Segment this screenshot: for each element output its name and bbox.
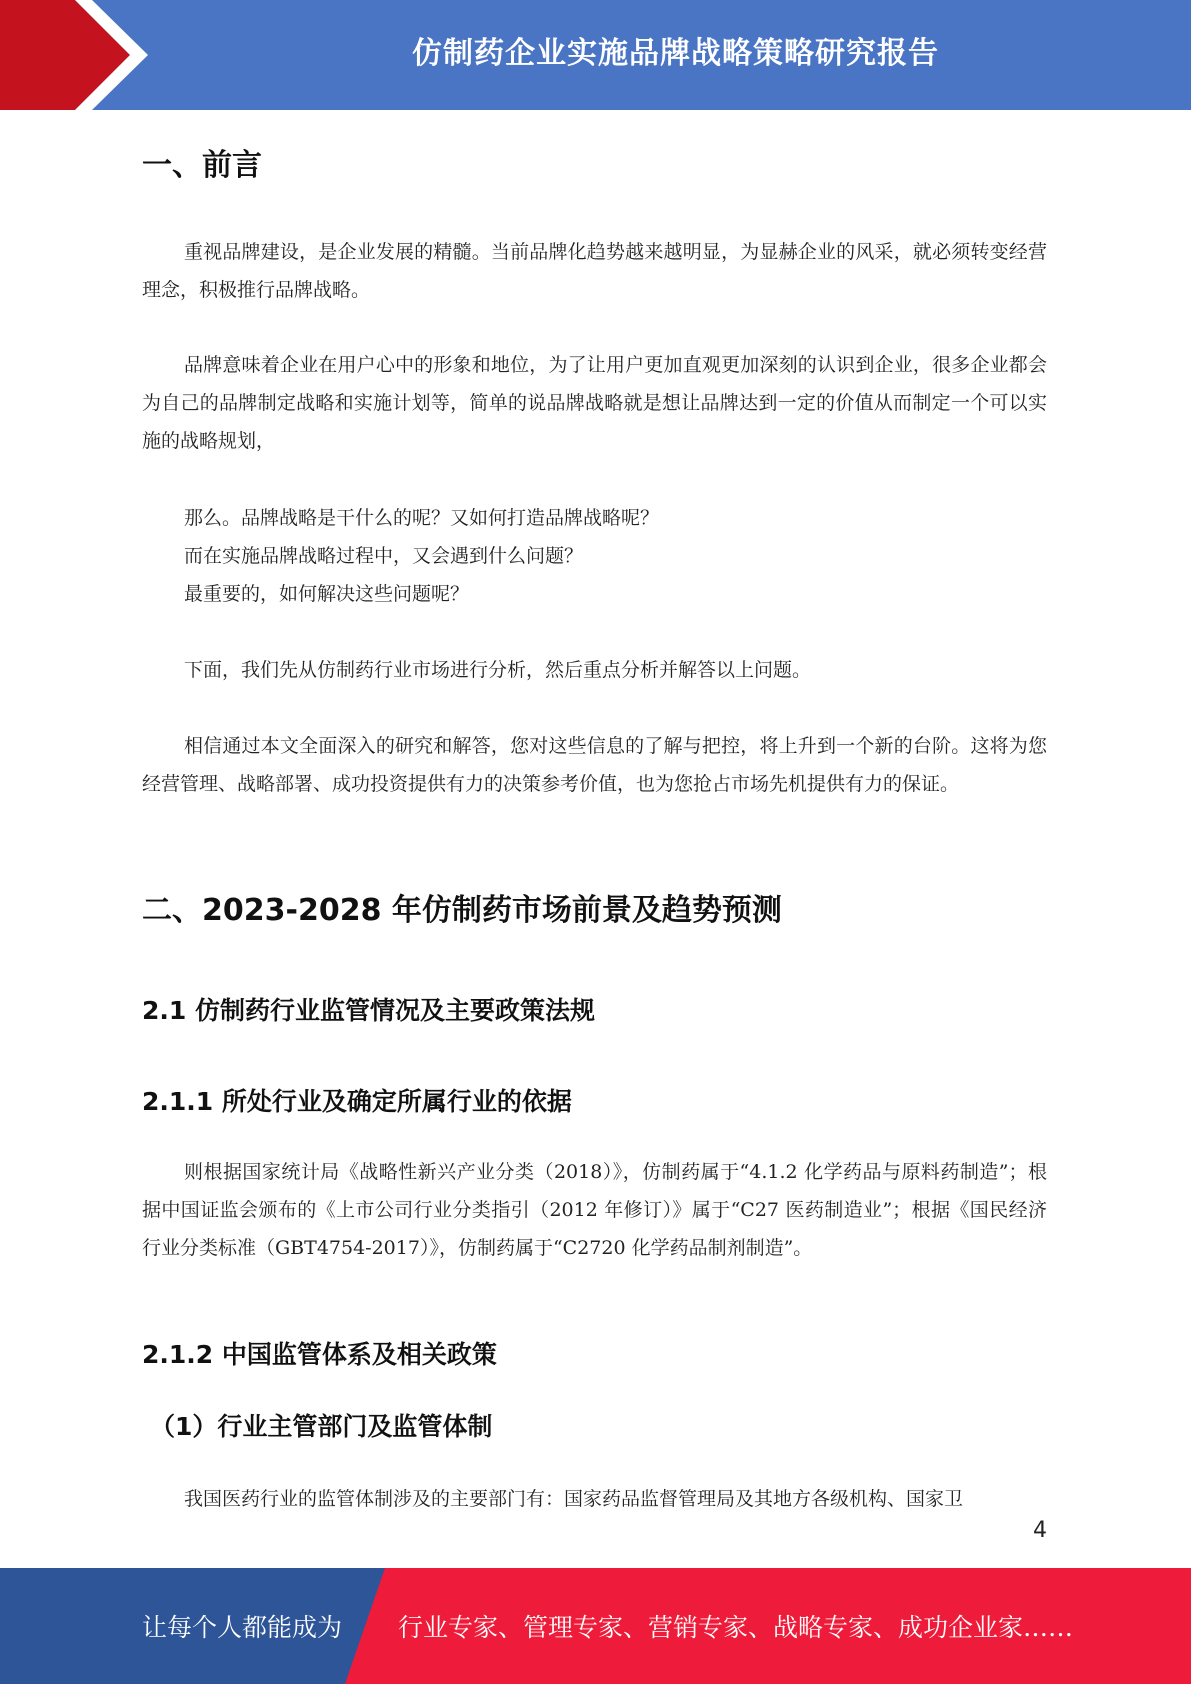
question-3: 最重要的，如何解决这些问题呢？ [184,583,470,605]
section-2-heading: 二、2023-2028 年仿制药市场前景及趋势预测 [142,893,782,928]
footer-slogan-left: 让每个人都能成为 [142,1613,343,1642]
paragraph-2: 品牌意味着企业在用户心中的形象和地位，为了让用户更加直观更加深刻的认识到企业，很多企业都会为自己的品牌制定战略和实施计划等，简单的说品牌战略就是想让品牌达到一定的价值从而制定一个可以实施的战略规划， [142,354,1047,452]
section-1-heading: 一、前言 [142,148,262,183]
paragraph-3: 下面，我们先从仿制药行业市场进行分析，然后重点分析并解答以上问题。 [184,659,812,681]
page-number: 4 [1033,1518,1047,1543]
subsection-item-1-heading: （1）行业主管部门及监管体制 [150,1412,493,1441]
subsection-2-1-1-heading: 2.1.1 所处行业及确定所属行业的依据 [142,1087,572,1116]
header-banner [0,0,1191,110]
subsection-2-1-heading: 2.1 仿制药行业监管情况及主要政策法规 [142,996,595,1025]
paragraph-5: 则根据国家统计局《战略性新兴产业分类（2018）》，仿制药属于“4.1.2 化学药品与原料药制造”；根据中国证监会颁布的《上市公司行业分类指引（2012 年修订）》属于“C27 医药制造业”；根据《国民经济行业分类标准（GBT4754-2017）》，仿制药属于“C2720 化学药品制剂制造”。 [142,1161,1047,1259]
subsection-2-1-2-heading: 2.1.2 中国监管体系及相关政策 [142,1340,497,1369]
paragraph-4: 相信通过本文全面深入的研究和解答，您对这些信息的了解与把控，将上升到一个新的台阶。这将为您经营管理、战略部署、成功投资提供有力的决策参考价值，也为您抢占市场先机提供有力的保证。 [142,735,1047,795]
report-title: 仿制药企业实施品牌战略策略研究报告 [412,36,939,71]
paragraph-1: 重视品牌建设，是企业发展的精髓。当前品牌化趋势越来越明显，为显赫企业的风采，就必须转变经营理念，积极推行品牌战略。 [142,241,1047,301]
footer-slogan-right: 行业专家、管理专家、营销专家、战略专家、成功企业家…… [398,1613,1074,1642]
question-1: 那么。品牌战略是干什么的呢？又如何打造品牌战略呢？ [184,507,660,529]
question-2: 而在实施品牌战略过程中，又会遇到什么问题？ [184,545,584,567]
header-arrow-decoration [0,0,160,110]
footer-banner [0,1568,1191,1684]
paragraph-6: 我国医药行业的监管体制涉及的主要部门有：国家药品监督管理局及其地方各级机构、国家卫 [184,1488,964,1510]
